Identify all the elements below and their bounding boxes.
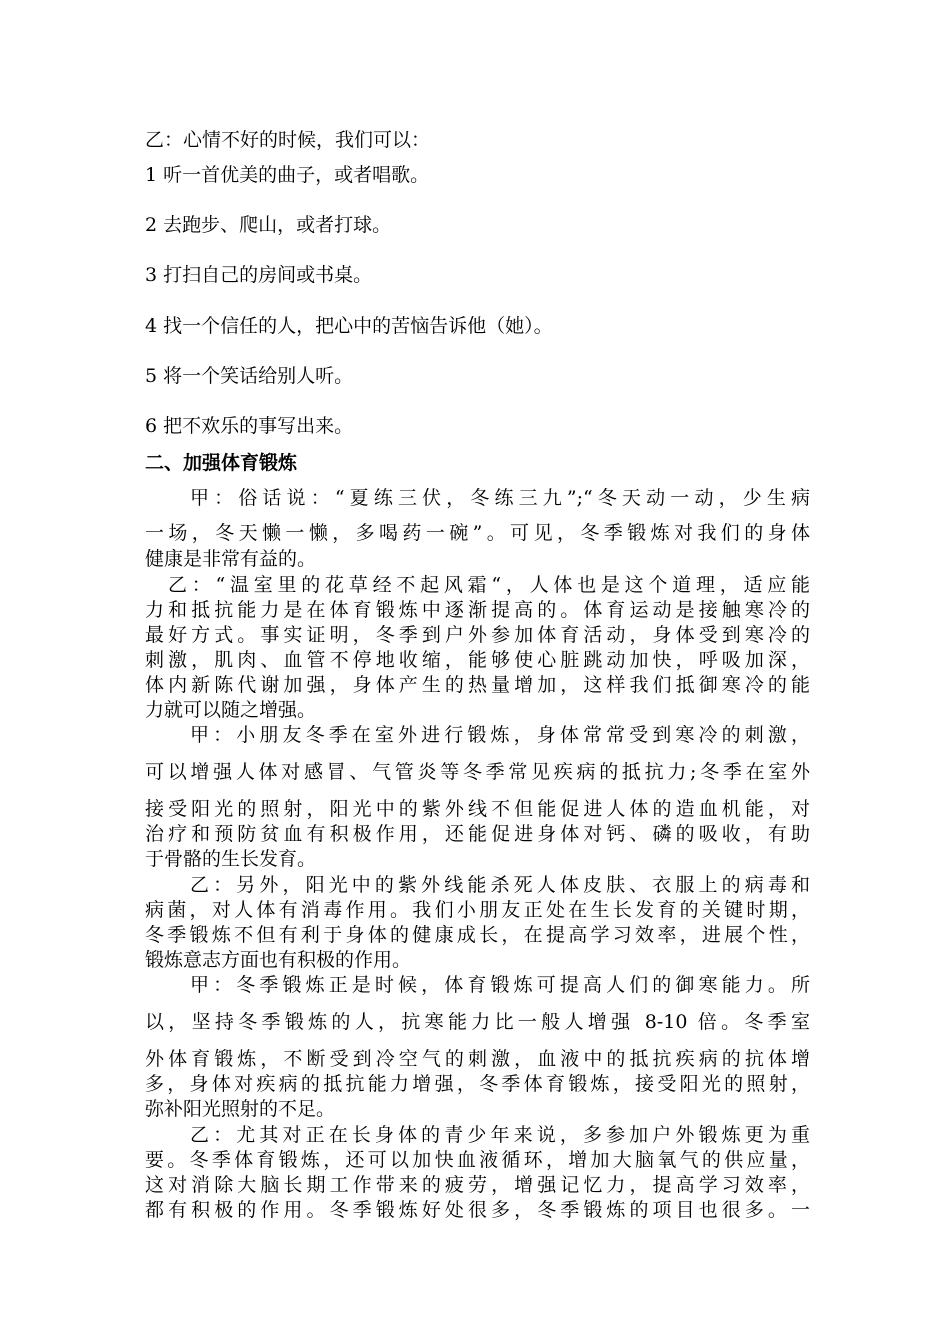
paragraph-line: 治疗和预防贫血有积极作用，还能促进身体对钙、磷的吸收，有助 xyxy=(145,823,810,845)
paragraph-line: 这对消除大脑长期工作带来的疲劳，增强记忆力，提高学习效率， xyxy=(145,1174,810,1196)
paragraph-line: 都有积极的作用。冬季锻炼好处很多，冬季锻炼的项目也很多。一 xyxy=(145,1199,810,1221)
paragraph-line: 可以增强人体对感冒、气管炎等冬季常见疾病的抵抗力;冬季在室外 xyxy=(145,761,810,783)
paragraph-line: 力就可以随之增强。 xyxy=(145,699,317,721)
paragraph-line: 要。冬季体育锻炼，还可以加快血液循环，增加大脑氧气的供应量， xyxy=(145,1149,810,1171)
paragraph-line: 甲：小朋友冬季在室外进行锻炼，身体常常受到寒冷的刺激， xyxy=(190,724,810,746)
list-item: 2 去跑步、爬山，或者打球。 xyxy=(145,214,392,236)
paragraph-line: 锻炼意志方面也有积极的作用。 xyxy=(145,949,412,971)
paragraph-line: 最好方式。事实证明，冬季到户外参加体育活动，身体受到寒冷的 xyxy=(145,624,810,646)
paragraph-line: 多，身体对疾病的抵抗能力增强，冬季体育锻炼，接受阳光的照射， xyxy=(145,1073,810,1095)
paragraph-line: 外体育锻炼，不断受到冷空气的刺激，血液中的抵抗疾病的抗体增 xyxy=(145,1048,810,1070)
paragraph-line: 病菌，对人体有消毒作用。我们小朋友正处在生长发育的关键时期， xyxy=(145,899,810,921)
paragraph-line: 甲：冬季锻炼正是时候，体育锻炼可提高人们的御寒能力。所 xyxy=(190,974,810,996)
paragraph-line: 弥补阳光照射的不足。 xyxy=(145,1098,336,1120)
paragraph-line: 以，坚持冬季锻炼的人，抗寒能力比一般人增强 8-10 倍。冬季室 xyxy=(145,1011,810,1033)
paragraph-line: 乙：“温室里的花草经不起风霜“，人体也是这个道理，适应能 xyxy=(168,574,810,596)
list-item: 4 找一个信任的人，把心中的苦恼告诉他（她）。 xyxy=(145,315,553,337)
paragraph-line: 甲：俗话说：“夏练三伏，冬练三九”;“冬天动一动，少生病 xyxy=(190,487,810,509)
list-item: 3 打扫自己的房间或书桌。 xyxy=(145,264,373,286)
list-item: 5 将一个笑话给别人听。 xyxy=(145,365,354,387)
intro-line: 乙：心情不好的时候，我们可以： xyxy=(145,129,431,151)
paragraph-line: 于骨骼的生长发育。 xyxy=(145,848,317,870)
paragraph-line: 接受阳光的照射，阳光中的紫外线不但能促进人体的造血机能，对 xyxy=(145,798,810,820)
paragraph-line: 一场，冬天懒一懒，多喝药一碗”。可见，冬季锻炼对我们的身体 xyxy=(145,522,810,544)
list-item: 6 把不欢乐的事写出来。 xyxy=(145,415,354,437)
section-heading: 二、加强体育锻炼 xyxy=(145,452,298,474)
list-item: 1 听一首优美的曲子，或者唱歌。 xyxy=(145,164,430,186)
paragraph-line: 健康是非常有益的。 xyxy=(145,548,317,570)
paragraph-line: 体内新陈代谢加强，身体产生的热量增加，这样我们抵御寒冷的能 xyxy=(145,674,810,696)
paragraph-line: 乙：另外，阳光中的紫外线能杀死人体皮肤、衣服上的病毒和 xyxy=(190,874,810,896)
paragraph-line: 冬季锻炼不但有利于身体的健康成长，在提高学习效率，进展个性， xyxy=(145,924,810,946)
paragraph-line: 乙：尤其对正在长身体的青少年来说，多参加户外锻炼更为重 xyxy=(190,1124,810,1146)
paragraph-line: 力和抵抗能力是在体育锻炼中逐渐提高的。体育运动是接触寒冷的 xyxy=(145,599,810,621)
paragraph-line: 刺激，肌肉、血管不停地收缩，能够使心脏跳动加快，呼吸加深， xyxy=(145,649,810,671)
